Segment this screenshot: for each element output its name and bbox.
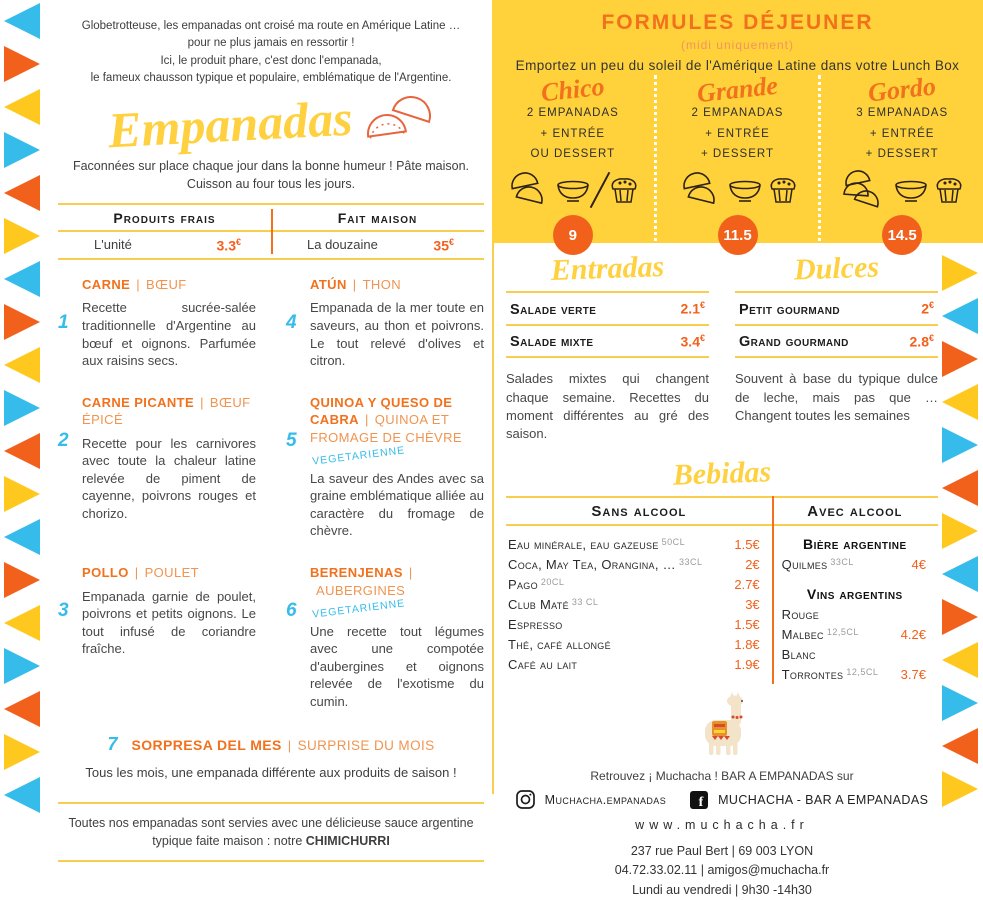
formula-price-badge: 14.5 bbox=[882, 215, 922, 255]
price-row bbox=[506, 324, 709, 357]
vegetarian-tag: VEGETARIENNE bbox=[311, 597, 406, 621]
triangle-decoration bbox=[4, 691, 40, 727]
or-slash bbox=[590, 172, 611, 208]
item-name-spanish: CARNE PICANTE bbox=[82, 394, 195, 410]
phone-email-line: 04.72.33.02.11 | amigos@muchacha.fr bbox=[614, 863, 830, 878]
dozen-label: La douzaine bbox=[307, 237, 378, 253]
address-line: 237 rue Paul Bert | 69 003 LYON bbox=[630, 844, 814, 859]
item-number: 6 bbox=[286, 600, 297, 622]
triangle-decoration bbox=[4, 132, 40, 168]
triangle-decoration bbox=[4, 605, 40, 641]
intro-line: pour ne plus jamais en ressortir ! bbox=[187, 37, 355, 50]
col-header-sans-alcool: Sans alcool bbox=[591, 503, 687, 521]
formula-name: Grande bbox=[695, 70, 780, 109]
formula-chico bbox=[492, 71, 654, 255]
drink-label: Torrontes bbox=[781, 666, 844, 682]
website-url: www.muchacha.fr bbox=[635, 818, 809, 833]
item-heading bbox=[82, 276, 256, 294]
col-header-produits-frais: Produits frais bbox=[58, 205, 271, 232]
drink-row bbox=[506, 574, 772, 594]
triangle-decoration bbox=[4, 476, 40, 512]
empanadas-icon bbox=[840, 169, 888, 211]
right-page bbox=[506, 252, 938, 900]
item-heading bbox=[310, 276, 484, 294]
drink-label: Thé, café allongé bbox=[508, 636, 611, 652]
triangle-decoration bbox=[4, 261, 40, 297]
intro-line: Ici, le produit phare, c'est donc l'empanada, bbox=[160, 54, 382, 67]
triangle-decoration bbox=[4, 218, 40, 254]
price-row bbox=[735, 291, 938, 324]
triangle-decoration bbox=[4, 562, 40, 598]
chimichurri-note: Toutes nos empanadas sont servies avec une délicieuse sauce argentine typique faite maison : notre CHIMICHURRI bbox=[58, 802, 484, 862]
item-description: Recette pour les carnivores avec toute la chaleur latine relevée de piment de cayenne, poivrons rouges et chorizo. bbox=[82, 435, 256, 521]
group-title-vins: Vins argentins bbox=[806, 586, 903, 603]
table-divider bbox=[271, 209, 273, 254]
triangle-decoration bbox=[4, 648, 40, 684]
drink-row bbox=[772, 664, 938, 684]
drink-price: 3.7€ bbox=[900, 666, 926, 682]
social-intro-line: Retrouvez ¡ Muchacha ! BAR A EMPANADAS sur bbox=[590, 769, 854, 784]
facebook-handle: MUCHACHA - BAR A EMPANADAS bbox=[718, 792, 929, 807]
menu-item bbox=[58, 276, 256, 370]
drink-row bbox=[772, 624, 938, 644]
address-block bbox=[506, 842, 938, 900]
monthly-special-description: Tous les mois, une empanada différente aux produits de saison ! bbox=[85, 764, 457, 780]
triangle-decoration bbox=[942, 771, 978, 807]
page-divider-line bbox=[492, 243, 494, 794]
drink-price: 1.5€ bbox=[734, 536, 760, 552]
col-header-fait-maison: Fait maison bbox=[271, 205, 484, 232]
bebidas-title: Bebidas bbox=[672, 455, 772, 492]
formula-line: + DESSERT bbox=[865, 148, 939, 161]
chimichurri-bold: CHIMICHURRI bbox=[305, 833, 390, 848]
triangle-decoration bbox=[942, 599, 978, 635]
empanadas-icon bbox=[506, 170, 550, 210]
dish-price: 3.4€ bbox=[680, 332, 705, 350]
triangle-decoration bbox=[4, 390, 40, 426]
entradas-section bbox=[506, 252, 709, 443]
drink-label: Blanc bbox=[781, 646, 816, 662]
table-row bbox=[271, 232, 484, 258]
item-number: 5 bbox=[286, 429, 297, 451]
drink-price: 2€ bbox=[745, 556, 760, 572]
instagram-handle: Muchacha.empanadas bbox=[544, 792, 667, 807]
bowl-icon bbox=[555, 177, 591, 203]
heading-separator: | bbox=[130, 565, 143, 581]
drink-price: 3€ bbox=[745, 596, 760, 612]
heading-separator: | bbox=[132, 276, 145, 292]
drink-row bbox=[506, 614, 772, 634]
avec-alcool-list bbox=[772, 534, 938, 684]
tagline bbox=[58, 157, 484, 193]
formula-price-badge: 11.5 bbox=[718, 215, 758, 255]
item-number: 3 bbox=[58, 600, 69, 622]
item-heading bbox=[310, 394, 484, 468]
formula-line: + ENTRÉE bbox=[869, 127, 935, 140]
drink-row bbox=[506, 594, 772, 614]
dish-price: 2€ bbox=[921, 300, 934, 317]
dish-label: Salade verte bbox=[510, 301, 597, 318]
heading-separator: | bbox=[360, 412, 373, 428]
drink-volume: 20CL bbox=[540, 576, 565, 587]
unit-price: 3.3€ bbox=[216, 237, 241, 254]
triangle-decoration bbox=[942, 556, 978, 592]
triangle-decoration bbox=[942, 685, 978, 721]
drink-row bbox=[506, 654, 772, 674]
item-name-french: POULET bbox=[144, 565, 200, 581]
entradas-description: Salades mixtes qui changent chaque semaine. Recettes du moment différentes au gré des saison. bbox=[506, 371, 709, 441]
drink-row bbox=[772, 604, 938, 624]
drink-row bbox=[506, 554, 772, 574]
drink-volume: 33CL bbox=[830, 556, 854, 567]
formula-line: + DESSERT bbox=[700, 148, 775, 161]
heading-separator: | bbox=[196, 394, 208, 410]
drink-label: Malbec bbox=[781, 626, 824, 642]
menu-item bbox=[286, 394, 484, 540]
intro-line: le fameux chausson typique et populaire, emblématique de l'Argentine. bbox=[90, 71, 452, 84]
instagram-icon bbox=[516, 790, 535, 809]
drink-label: Club Maté bbox=[508, 596, 569, 612]
menu-item bbox=[286, 276, 484, 370]
bowl-icon bbox=[893, 177, 929, 203]
drink-label: Pago bbox=[508, 576, 538, 592]
drink-label: Rouge bbox=[781, 606, 820, 622]
formulas-tagline: Emportez un peu du soleil de l'Amérique Latine dans votre Lunch Box bbox=[515, 58, 960, 73]
dulces-description: Souvent à base du typique dulce de leche, mais pas que … Changent toutes les semaines bbox=[735, 371, 938, 423]
triangle-decoration bbox=[4, 3, 40, 39]
drink-row bbox=[772, 644, 938, 664]
item-name-french: QUINOA ET FROMAGE DE CHÈVRE bbox=[310, 412, 462, 445]
col-header-avec-alcool: Avec alcool bbox=[807, 503, 903, 521]
triangle-decoration bbox=[4, 46, 40, 82]
item-name-spanish: SORPRESA DEL MES bbox=[131, 737, 282, 754]
item-name-french: THON bbox=[362, 276, 401, 292]
drink-row bbox=[506, 634, 772, 654]
item-description: Empanada de la mer toute en saveurs, au thon et poivrons. Le tout relevé d'olives et citron. bbox=[310, 300, 484, 369]
drink-price: 2.7€ bbox=[734, 576, 760, 592]
empanadas-icon bbox=[678, 170, 722, 210]
price-row bbox=[506, 291, 709, 324]
drink-volume: 12,5CL bbox=[846, 666, 879, 677]
triangle-decoration bbox=[4, 433, 40, 469]
triangle-border-right bbox=[940, 252, 982, 794]
muffin-icon bbox=[934, 176, 964, 204]
item-number: 1 bbox=[58, 311, 69, 333]
formula-name: Chico bbox=[539, 71, 606, 108]
drink-price: 1.9€ bbox=[734, 656, 760, 672]
item-number: 2 bbox=[58, 429, 69, 451]
triangle-decoration bbox=[4, 519, 40, 555]
empanada-items bbox=[58, 276, 484, 710]
price-row bbox=[735, 324, 938, 357]
formula-price-badge: 9 bbox=[553, 215, 593, 255]
empanada-logo-icon bbox=[362, 100, 434, 148]
triangle-decoration bbox=[4, 734, 40, 770]
item-description: Empanada garnie de poulet, poivrons et petits oignons. Le tout infusé de coriandre fraîche. bbox=[82, 588, 256, 657]
triangle-decoration bbox=[4, 777, 40, 813]
dish-price: 2.8€ bbox=[909, 332, 934, 350]
triangle-decoration bbox=[942, 341, 978, 377]
item-description: La saveur des Andes avec sa graine emblématique alliée au caractère du fromage de chèvre. bbox=[310, 470, 484, 539]
item-name-spanish: QUINOA Y QUESO DE CABRA bbox=[310, 394, 453, 428]
bowl-icon bbox=[727, 177, 763, 203]
formula-name: Gordo bbox=[866, 71, 938, 108]
triangle-decoration bbox=[4, 175, 40, 211]
heading-separator: | bbox=[348, 276, 361, 292]
formulas-title: FORMULES DÉJEUNER bbox=[601, 11, 874, 34]
dish-label: Petit gourmand bbox=[739, 301, 840, 318]
item-description: Une recette tout légumes avec une compotée d'aubergines et oignons relevée de l'exotisme du cumin. bbox=[310, 623, 484, 709]
drink-price: 1.5€ bbox=[734, 616, 760, 632]
dish-label: Salade mixte bbox=[510, 334, 594, 351]
item-name-french: AUBERGINES bbox=[316, 582, 406, 598]
item-name-spanish: POLLO bbox=[82, 565, 129, 581]
tagline-line: Cuisson au four tous les jours. bbox=[186, 177, 356, 192]
heading-separator: | bbox=[283, 738, 296, 754]
drink-volume: 12,5CL bbox=[826, 626, 859, 637]
menu-item bbox=[58, 564, 256, 710]
triangle-decoration bbox=[4, 304, 40, 340]
drink-row bbox=[506, 534, 772, 554]
menu-item bbox=[286, 564, 484, 710]
muffin-icon bbox=[768, 176, 798, 204]
drinks-table bbox=[506, 496, 938, 684]
lunch-formulas-panel bbox=[492, 0, 983, 243]
llama-illustration bbox=[689, 694, 755, 758]
triangle-decoration bbox=[4, 347, 40, 383]
drink-price: 1.8€ bbox=[734, 636, 760, 652]
group-title-biere: Bière argentine bbox=[802, 536, 907, 553]
formula-line: + ENTRÉE bbox=[705, 127, 770, 140]
drink-label: Espresso bbox=[508, 616, 563, 632]
muffin-icon bbox=[609, 176, 639, 204]
triangle-decoration bbox=[942, 298, 978, 334]
table-row bbox=[58, 232, 271, 258]
vegetarian-tag: VEGETARIENNE bbox=[311, 444, 406, 468]
svg-text:f: f bbox=[698, 794, 704, 810]
formulas-subtitle: (midi uniquement) bbox=[680, 38, 795, 52]
drink-label: Coca, May Tea, Orangina, … bbox=[508, 556, 676, 572]
footer bbox=[506, 694, 938, 900]
formula-gordo bbox=[818, 71, 983, 255]
sans-alcool-list bbox=[506, 534, 772, 684]
left-page bbox=[58, 18, 484, 862]
facebook-icon bbox=[690, 791, 708, 809]
item-heading bbox=[82, 564, 256, 582]
triangle-decoration bbox=[942, 384, 978, 420]
item-number: 4 bbox=[286, 311, 297, 333]
drink-volume: 50CL bbox=[661, 536, 686, 547]
formula-grande bbox=[654, 70, 819, 255]
drink-label: Café au lait bbox=[508, 656, 578, 672]
item-heading bbox=[310, 564, 484, 621]
formula-line: 3 EMPANADAS bbox=[856, 107, 949, 119]
formula-line: 2 EMPANADAS bbox=[526, 107, 619, 119]
page-title: Empanadas bbox=[106, 89, 354, 159]
dish-label: Grand gourmand bbox=[739, 334, 849, 351]
triangle-decoration bbox=[942, 642, 978, 678]
intro-line: Globetrotteuse, les empanadas ont croisé ma route en Amérique Latine … bbox=[81, 20, 461, 32]
intro-text bbox=[58, 18, 484, 87]
monthly-special-heading bbox=[58, 734, 484, 755]
dish-price: 2.1€ bbox=[680, 300, 705, 317]
item-description: Recette sucrée-salée traditionnelle d'Argentine au bœuf et oignons. Parfumée aux raisins secs. bbox=[82, 300, 256, 369]
drink-price: 4.2€ bbox=[900, 626, 926, 642]
item-number: 7 bbox=[107, 734, 118, 755]
triangle-border-left bbox=[2, 0, 44, 794]
dulces-title: Dulces bbox=[793, 250, 880, 287]
triangle-decoration bbox=[942, 513, 978, 549]
triangle-decoration bbox=[942, 427, 978, 463]
formula-line: OU DESSERT bbox=[530, 148, 616, 161]
tagline-line: Faconnées sur place chaque jour dans la bonne humeur ! Pâte maison. bbox=[72, 159, 470, 173]
triangle-decoration bbox=[942, 728, 978, 764]
dozen-price: 35€ bbox=[433, 237, 454, 254]
item-name-spanish: BERENJENAS bbox=[310, 565, 403, 581]
drink-label: Eau minérale, eau gazeuse bbox=[508, 536, 659, 552]
unit-price-table bbox=[58, 203, 484, 260]
item-name-french: SURPRISE DU MOIS bbox=[297, 738, 435, 754]
triangle-decoration bbox=[942, 255, 978, 291]
drink-label: Quilmes bbox=[781, 556, 828, 572]
drinks-table-divider bbox=[772, 496, 774, 684]
item-name-french: BŒUF bbox=[146, 276, 187, 292]
drink-volume: 33 CL bbox=[571, 596, 599, 607]
item-name-french: BŒUF ÉPICÉ bbox=[82, 394, 251, 428]
drink-volume: 33CL bbox=[678, 556, 703, 567]
dulces-section bbox=[735, 252, 938, 443]
item-name-spanish: CARNE bbox=[82, 276, 131, 292]
triangle-decoration bbox=[942, 470, 978, 506]
triangle-decoration bbox=[4, 89, 40, 125]
hours-line: Lundi au vendredi | 9h30 -14h30 bbox=[632, 882, 812, 897]
entradas-title: Entradas bbox=[550, 250, 665, 287]
unit-label: L'unité bbox=[94, 237, 132, 253]
item-heading bbox=[82, 394, 256, 429]
item-name-spanish: ATÚN bbox=[310, 276, 347, 292]
drink-row bbox=[772, 554, 938, 574]
formula-line: 2 EMPANADAS bbox=[691, 107, 784, 119]
drink-price: 4€ bbox=[911, 556, 926, 572]
heading-separator: | bbox=[310, 565, 413, 598]
formula-line: + ENTRÉE bbox=[540, 127, 606, 140]
menu-item bbox=[58, 394, 256, 540]
